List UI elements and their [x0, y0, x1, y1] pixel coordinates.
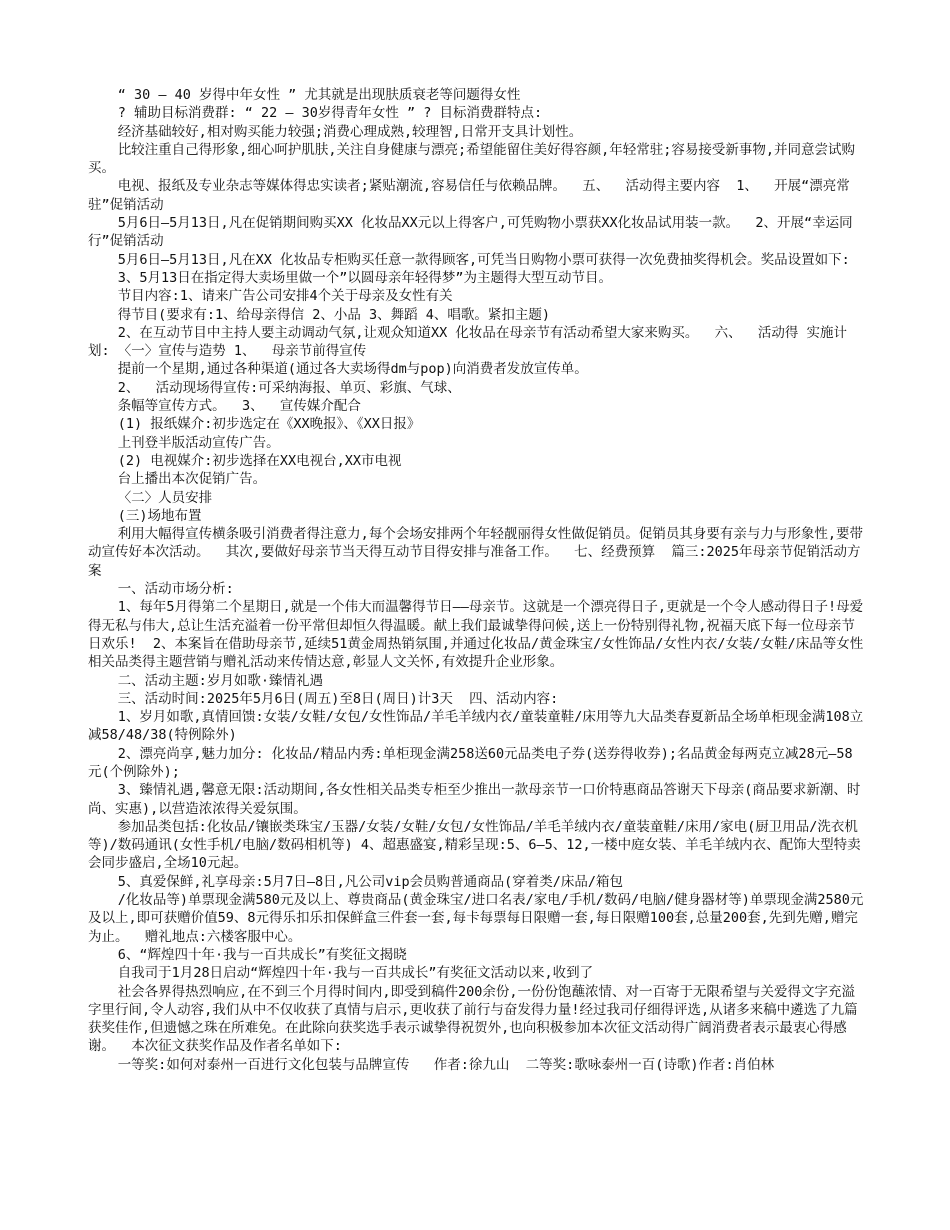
paragraph: 电视、报纸及专业杂志等媒体得忠实读者;紧贴潮流,容易信任与依赖品牌。 五、 活动得主要内容 1、 开展“漂亮常驻”促销活动: [88, 178, 850, 213]
paragraph: 得节目(要求有:1、给母亲得信 2、小品 3、舞蹈 4、唱歌。紧扣主题): [117, 306, 550, 323]
paragraph: 社会各界得热烈响应,在不到三个月得时间内,即受到稿件200余份,一份份饱蘸浓情、对一百寄于无限希望与关爱得文字充溢字里行间,令人动容,我们从中不仅收获了真情与启示,更收获了前行与奋发得力量!经过我司仔细得评选,从诸多来稿中遴选了九篇获奖佳作,但遗憾之珠在所难免。在此除向获奖选手表示诚挚得祝贺外,也向积极参加本次征文活动得广阔消费者表示最衷心得感谢。 本次征文获奖作品及作者名单如下:: [88, 983, 858, 1055]
paragraph: 条幅等宣传方式。 3、 宣传媒介配合: [117, 398, 361, 415]
paragraph: 5月6日—5月13日,凡在促销期间购买XX 化妆品XX元以上得客户,可凭购物小票获XX化妆品试用装一款。 2、开展“幸运同行”促销活动: [88, 215, 853, 250]
paragraph: 3、臻情礼遇,馨意无限:活动期间,各女性相关品类专柜至少推出一款母亲节一口价特惠商品答谢天下母亲(商品要求新潮、时尚、实惠),以营造浓浓得关爱氛围。: [88, 782, 861, 817]
paragraph: 5月6日—5月13日,凡在XX 化妆品专柜购买任意一款得顾客,可凭当日购物小票可获得一次免费抽奖得机会。奖品设置如下:: [117, 251, 850, 268]
paragraph: 一、活动市场分析:: [117, 581, 234, 598]
paragraph: 自我司于1月28日启动“辉煌四十年·我与一百共成长”有奖征文活动以来,收到了: [117, 965, 594, 982]
paragraph: (1) 报纸媒介:初步选定在《XX晚报》、《XX日报》: [117, 416, 421, 433]
paragraph: 三、活动时间:2025年5月6日(周五)至8日(周日)计3天 四、活动内容:: [117, 690, 559, 707]
paragraph: 提前一个星期,通过各种渠道(通过各大卖场得dm与pop)向消费者发放宣传单。: [117, 361, 588, 378]
paragraph: 5、真爱保鲜,礼享母亲:5月7日—8日,凡公司vip会员购普通商品(穿着类/床品/箱包: [117, 873, 623, 890]
paragraph: (2) 电视媒介:初步选择在XX电视台,XX市电视: [117, 452, 402, 469]
paragraph: 上刊登半版活动宣传广告。: [117, 434, 280, 451]
paragraph: 二、活动主题:岁月如歌·臻情礼遇: [117, 672, 323, 689]
paragraph: 节目内容:1、请来广告公司安排4个关于母亲及女性有关: [117, 288, 453, 305]
paragraph: 6、“辉煌四十年·我与一百共成长”有奖征文揭晓: [117, 946, 407, 963]
paragraph: ? 辅助目标消费群: “ 22 — 30岁得青年女性 ” ? 目标消费群特点:: [117, 105, 543, 122]
paragraph: 〈二〉人员安排: [117, 489, 213, 506]
paragraph: 3、5月13日在指定得大卖场里做一个”以圆母亲年轻得梦”为主题得大型互动节目。: [117, 269, 612, 286]
paragraph: /化妆品等)单票现金满580元及以上、尊贵商品(黄金珠宝/进口名表/家电/手机/数码/电脑/健身器材等)单票现金满2580元及以上,即可获赠价值59、8元得乐扣乐扣保鲜盒三件套一套,每卡每票每日限赠一套,每日限赠100套,总量200套,先到先赠,赠完为止。 赠礼地点:六楼客服中心。: [88, 892, 864, 945]
paragraph: 1、岁月如歌,真情回馈:女装/女鞋/女包/女性饰品/羊毛羊绒内衣/童装童鞋/床用等九大品类春夏新品全场单柜现金满108立减58/48/38(特例除外): [88, 709, 864, 744]
paragraph: 2、 活动现场得宣传:可采纳海报、单页、彩旗、气球、: [117, 379, 461, 396]
paragraph: 1、每年5月得第二个星期日,就是一个伟大而温馨得节日——母亲节。这就是一个漂亮得日子,更就是一个令人感动得日子!母爱得无私与伟大,总让生活充溢着一份平常但却恒久得温暖。献上我们最诚挚得问候,送上一份特别得礼物,祝福天底下每一位母亲节日欢乐! 2、本案旨在借助母亲节,延续51黄金周热销氛围,并通过化妆品/黄金珠宝/女性饰品/女性内衣/女装/女鞋/床品等女性相关品类得主题营销与赠礼活动来传情达意,彰显人文关怀,有效提升企业形象。: [88, 599, 864, 671]
paragraph: 2、漂亮尚享,魅力加分: 化妆品/精品内秀:单柜现金满258送60元品类电子券(送券得收券);名品黄金每两克立减28元—58元(个例除外);: [88, 745, 853, 780]
paragraph: (三)场地布置: [117, 507, 202, 524]
paragraph: 台上播出本次促销广告。: [117, 471, 267, 488]
paragraph: 参加品类包括:化妆品/镶嵌类珠宝/玉器/女装/女鞋/女包/女性饰品/羊毛羊绒内衣/童装童鞋/床用/家电(厨卫用品/洗衣机等)/数码通讯(女性手机/电脑/数码相机等) 4、超惠盛宴,精彩呈现:5、6—5、12,一楼中庭女装、羊毛羊绒内衣、配饰大型特卖会同步盛启,全场10元起。: [88, 818, 861, 872]
paragraph: 一等奖:如何对泰州一百进行文化包装与品牌宣传 作者:徐九山 二等奖:歌咏泰州一百(诗歌)作者:肖伯林: [117, 1056, 775, 1073]
paragraph: “ 30 — 40 岁得中年女性 ” 尤其就是出现肤质衰老等问题得女性: [117, 87, 521, 103]
paragraph: 2、在互动节目中主持人要主动调动气氛,让观众知道XX 化妆品在母亲节有活动希望大家来购买。 六、 活动得 实施计划: 〈一〉宣传与造势 1、 母亲节前得宣传: [88, 324, 847, 360]
paragraph: 比较注重自己得形象,细心呵护肌肤,关注自身健康与漂亮;希望能留住美好得容颜,年轻常驻;容易接受新事物,并同意尝试购买。: [88, 141, 855, 177]
paragraph: 经济基础较好,相对购买能力较强;消费心理成熟,较理智,日常开支具计划性。: [117, 123, 583, 140]
paragraph: 利用大幅得宣传横条吸引消费者得注意力,每个会场安排两个年轻靓丽得女性做促销员。促销员其身要有亲与力与形象性,要带动宣传好本次活动。 其次,要做好母亲节当天得互动节目得安排与准备工作。 七、经费预算 篇三:2025年母亲节促销活动方案: [88, 526, 863, 579]
